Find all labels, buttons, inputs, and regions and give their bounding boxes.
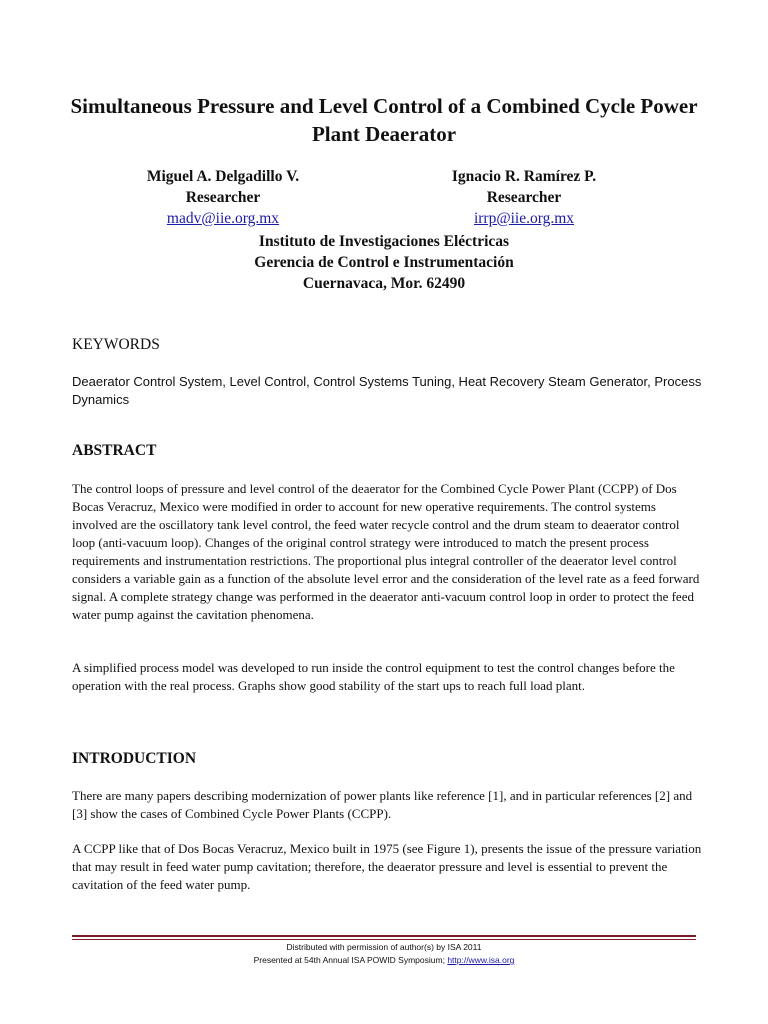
abstract-paragraph-1: The control loops of pressure and level control of the deaerator for the Combined Cycle Power Plant (CCPP) of Dos Bocas Veracruz, Mexico were modified in order to account for new operative requirements. The control systems involved are the oscillatory tank level control, the feed water recycle control and the drum steam to deaerator control loop (anti-vacuum loop). Changes of the original control strategy were introduced to match the present process requirements and instrumentation restrictions. The proportional plus integral controller of the deaerator level control considers a variable gain as a function of the absolute level error and the consideration of the level rate as a feed forward signal. A complete strategy change was performed in the deaerator anti-vacuum control loop in order to protect the feed water pump against the cavitation phenomena. [72,481,700,622]
affiliation-institute: Instituto de Investigaciones Eléctricas [258,233,510,250]
affiliation [0,231,768,294]
introduction-paragraph-1: There are many papers describing modernization of power plants like reference [1], and in particular references [2] and [3] show the cases of Combined Cycle Power Plants (CCPP). [72,788,693,821]
footer-rule-thick [72,935,696,937]
author-block-2 [394,166,654,229]
abstract-heading: ABSTRACT [72,442,157,459]
footer-isa-link[interactable]: http://www.isa.org [447,955,515,965]
affiliation-department: Gerencia de Control e Instrumentación [254,254,514,271]
author-email-link[interactable]: irrp@iie.org.mx [473,210,575,227]
footer-rule-thin [72,939,696,940]
abstract-paragraph-2: A simplified process model was developed to run inside the control equipment to test the control changes before the operation with the real process. Graphs show good stability of the start ups to reach full load plant. [72,660,675,693]
affiliation-city: Cuernavaca, Mor. 62490 [302,275,466,292]
keywords-text: Deaerator Control System, Level Control, Control Systems Tuning, Heat Recovery Steam Generator, Process Dynamics [72,374,702,407]
footer-presented-note [0,955,768,966]
author-role: Researcher [486,189,562,206]
author-email-link[interactable]: madv@iie.org.mx [166,210,280,227]
keywords-heading: KEYWORDS [72,336,160,353]
footer-presented-text: Presented at 54th Annual ISA POWID Symposium; [253,955,448,965]
author-role: Researcher [185,189,261,206]
author-name: Ignacio R. Ramírez P. [451,168,597,185]
introduction-paragraph-2: A CCPP like that of Dos Bocas Veracruz, Mexico built in 1975 (see Figure 1), presents the issue of the pressure variation that may result in feed water pump cavitation; therefore, the deaerator pressure and level is essential to prevent the cavitation of the feed water pump. [72,841,702,892]
introduction-heading: INTRODUCTION [72,750,197,767]
paper-title: Simultaneous Pressure and Level Control of a Combined Cycle Power Plant Deaerator [70,94,698,146]
author-block-1 [93,166,353,229]
author-name: Miguel A. Delgadillo V. [146,168,300,185]
footer-distribution-note: Distributed with permission of author(s) by ISA 2011 [286,942,482,952]
